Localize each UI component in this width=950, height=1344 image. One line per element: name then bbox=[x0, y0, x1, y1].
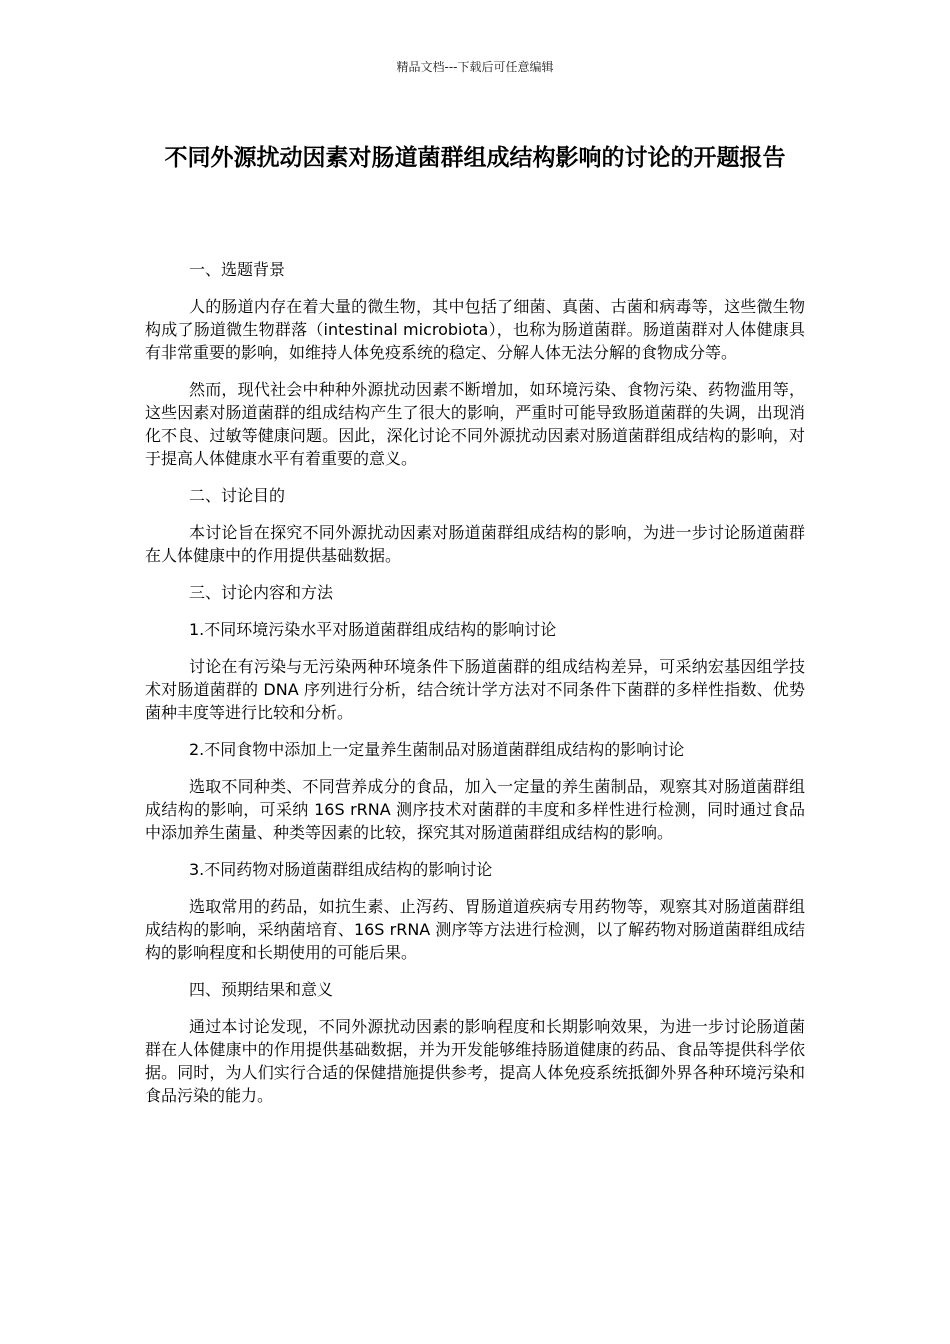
section-heading-background: 一、选题背景 bbox=[189, 260, 286, 279]
header-note: 精品文档---下载后可任意编辑 bbox=[396, 60, 554, 74]
paragraph-background-2: 然而，现代社会中种种外源扰动因素不断增加，如环境污染、食物污染、药物滥用等，这些因素对肠道菌群的组成结构产生了很大的影响，严重时可能导致肠道菌群的失调，出现消化不良、过敏等健康问题。因此，深化讨论不同外源扰动因素对肠道菌群组成结构的影响，对于提高人体健康水平有着重要的意义。 bbox=[145, 380, 805, 468]
subheading-method-1: 1.不同环境污染水平对肠道菌群组成结构的影响讨论 bbox=[189, 620, 557, 639]
section-heading-results: 四、预期结果和意义 bbox=[189, 980, 334, 999]
document-title: 不同外源扰动因素对肠道菌群组成结构影响的讨论的开题报告 bbox=[164, 145, 786, 171]
paragraph-results: 通过本讨论发现，不同外源扰动因素的影响程度和长期影响效果，为进一步讨论肠道菌群在人体健康中的作用提供基础数据，并为开发能够维持肠道健康的药品、食品等提供科学依据。同时，为人们实行合适的保健措施提供参考，提高人体免疫系统抵御外界各种环境污染和食品污染的能力。 bbox=[145, 1017, 805, 1105]
section-heading-methods: 三、讨论内容和方法 bbox=[189, 583, 334, 602]
paragraph-method-1: 讨论在有污染与无污染两种环境条件下肠道菌群的组成结构差异，可采纳宏基因组学技术对肠道菌群的 DNA 序列进行分析，结合统计学方法对不同条件下菌群的多样性指数、优势菌种丰度等进行比较和分析。 bbox=[145, 657, 805, 722]
paragraph-background-1: 人的肠道内存在着大量的微生物，其中包括了细菌、真菌、古菌和病毒等，这些微生物构成了肠道微生物群落（intestinal microbiota），也称为肠道菌群。肠道菌群对人体健康具有非常重要的影响，如维持人体免疫系统的稳定、分解人体无法分解的食物成分等。 bbox=[145, 297, 805, 362]
section-heading-purpose: 二、讨论目的 bbox=[189, 486, 286, 505]
subheading-method-2: 2.不同食物中添加上一定量养生菌制品对肠道菌群组成结构的影响讨论 bbox=[189, 740, 685, 759]
document-body bbox=[145, 258, 805, 1121]
paragraph-method-2: 选取不同种类、不同营养成分的食品，加入一定量的养生菌制品，观察其对肠道菌群组成结构的影响，可采纳 16S rRNA 测序技术对菌群的丰度和多样性进行检测，同时通过食品中添加养生菌量、种类等因素的比较，探究其对肠道菌群组成结构的影响。 bbox=[145, 777, 805, 842]
paragraph-method-3: 选取常用的药品，如抗生素、止泻药、胃肠道道疾病专用药物等，观察其对肠道菌群组成结构的影响，采纳菌培育、16S rRNA 测序等方法进行检测，以了解药物对肠道菌群组成结构的影响程度和长期使用的可能后果。 bbox=[145, 897, 805, 962]
paragraph-purpose: 本讨论旨在探究不同外源扰动因素对肠道菌群组成结构的影响，为进一步讨论肠道菌群在人体健康中的作用提供基础数据。 bbox=[145, 523, 805, 565]
subheading-method-3: 3.不同药物对肠道菌群组成结构的影响讨论 bbox=[189, 860, 493, 879]
